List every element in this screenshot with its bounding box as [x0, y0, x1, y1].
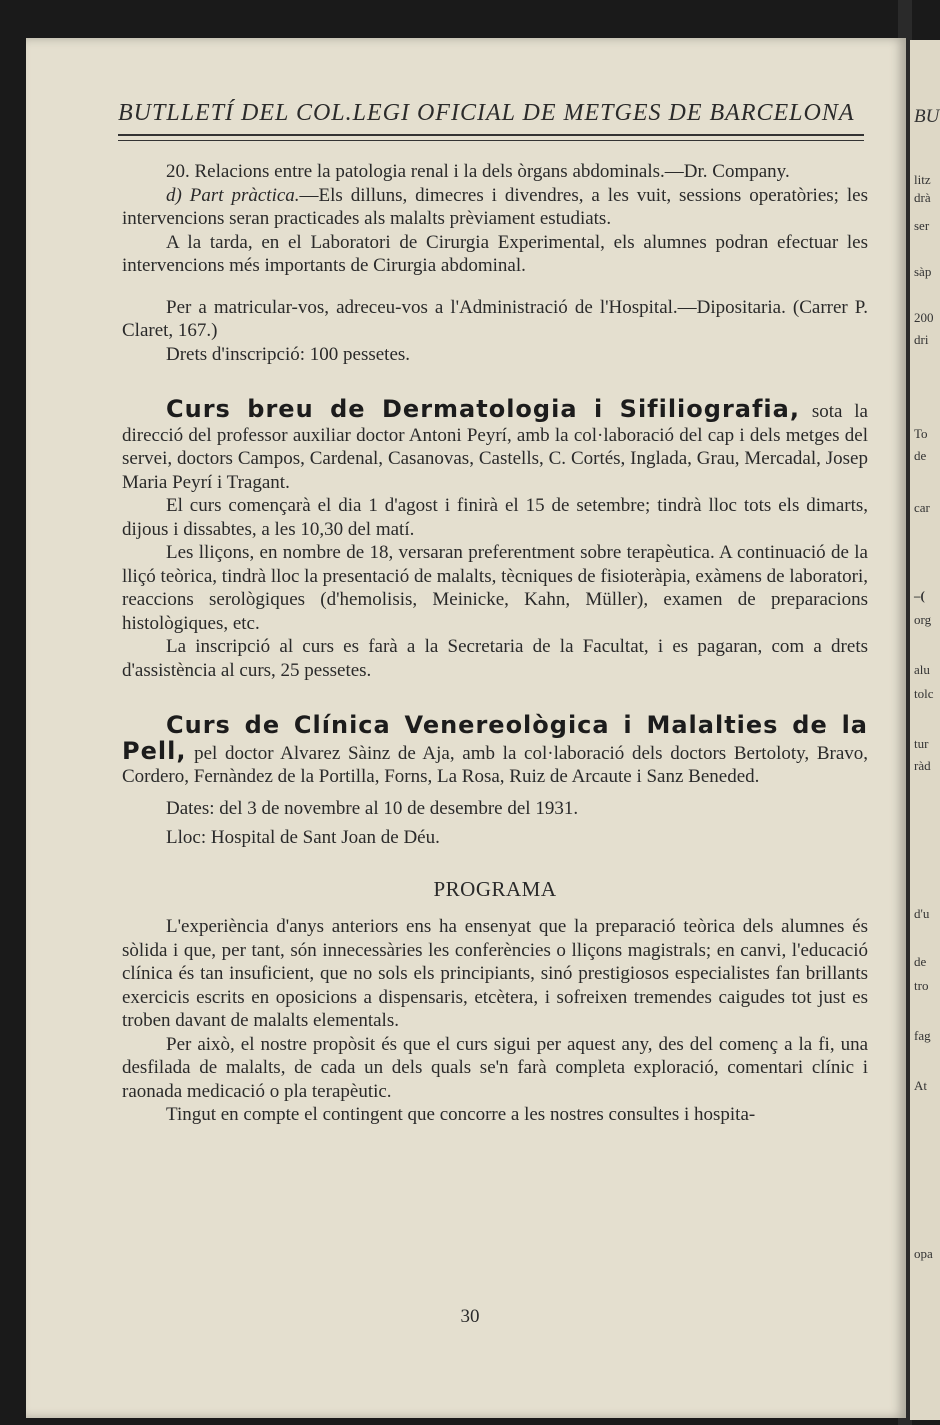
venereology-course-intro-text: pel doctor Alvarez Sàinz de Aja, amb la col·laboració dels doctors Bertoloty, Bravo, Cordero, Fernàndez de la Portilla, Forns, La Rosa, Ruiz de Arcaute i Sanz Beneded.	[122, 742, 868, 787]
fragment: –(	[914, 588, 925, 603]
fragment: tolc	[914, 686, 934, 701]
fragment: dri	[914, 332, 929, 347]
fees-paragraph: Drets d'inscripció: 100 pessetes.	[166, 343, 411, 365]
fragment: opa	[914, 1246, 933, 1261]
fragment: org	[914, 612, 932, 627]
fragment: 200	[914, 310, 934, 325]
dermatology-course-intro	[122, 395, 868, 494]
programa-paragraph-2: Per això, el nostre propòsit és que el curs sigui per aquest any, des del començ a la fi, una desfilada de malalts, de cada un dels quals se'n farà completa exploració, comentari clínic i raonada medicació o pla terapèutic.	[122, 1033, 868, 1102]
fragment: tro	[914, 978, 929, 993]
list-item-20: 20. Relacions entre la patologia renal i la dels òrgans abdominals.—Dr. Company.	[166, 161, 790, 182]
fragment: ser	[914, 218, 930, 233]
afternoon-paragraph: A la tarda, en el Laboratori de Cirurgia Experimental, els alumnes podran efectuar les intervencions més importants de Cirurgia abdominal.	[122, 231, 868, 276]
fragment: alu	[914, 662, 930, 677]
part-practica-text: —Els dilluns, dimecres i divendres, a les vuit, sessions operatòries; les intervencions seran practicades als malalts prèviament estudiats.	[122, 184, 868, 229]
part-practica-label: d) Part pràctica.	[166, 184, 300, 206]
programa-paragraph-1: L'experiència d'anys anteriors ens ha ensenyat que la preparació teòrica dels alumnes és sòlida i que, per tant, són innecessàries les conferències o lliçons magistrals; en canvi, l'educació clínica és tan insuficient, que no sols els principiants, sinó prestigiosos especialistes fan brillants exercicis escrits en oposicions a dispensaris, etcètera, i sofreixen tremendes caigudes tot just es troben davant de malalts elementals.	[122, 916, 868, 1031]
dermatology-schedule: El curs començarà el dia 1 d'agost i finirà el 15 de setembre; tindrà lloc tots els dimarts, dijous i dissabtes, a les 10,30 del matí.	[122, 495, 868, 540]
dermatology-course-intro-text: sota la direcció del professor auxiliar doctor Antoni Peyrí, amb la col·laboració del cap i dels metges del servei, doctors Campos, Cardenal, Casanovas, Castells, C. Cortés, Inglada, Grau, Mercadal, Josep Maria Peyrí i Tragant.	[122, 401, 868, 493]
part-practica-paragraph	[122, 184, 868, 231]
programa-paragraph-3: Tingut en compte el contingent que concorre a les nostres consultes i hospita-	[166, 1104, 756, 1125]
fragment: fag	[914, 1028, 931, 1043]
fragment: litz	[914, 172, 931, 187]
dermatology-inscription: La inscripció al curs es farà a la Secretaria de la Facultat, i es pagaran, com a drets d'assistència al curs, 25 pessetes.	[122, 636, 868, 681]
programa-title: PROGRAMA	[433, 876, 557, 901]
course-location: Lloc: Hospital de Sant Joan de Déu.	[166, 827, 440, 848]
fragment: tur	[914, 736, 929, 751]
fragment: de	[914, 448, 927, 463]
dermatology-lessons: Les lliçons, en nombre de 18, versaran preferentment sobre terapèutica. A continuació de la lliçó teòrica, tindrà lloc la presentació de malalts, tècniques de fisioteràpia, exàmens de laboratori, reaccions serològiques (d'hemolisis, Meinicke, Kahn, Müller), examen de preparacions histològiques, etc.	[122, 542, 868, 634]
fragment: d'u	[914, 906, 930, 921]
dermatology-course-heading: Curs breu de Dermatologia i Sifiliografia,	[166, 395, 800, 423]
page-number: 30	[460, 1306, 480, 1327]
fragment: car	[914, 500, 930, 515]
venereology-course-heading: Curs de Clínica Venereològica i Malalties de la Pell,	[122, 711, 868, 765]
fragment: To	[914, 426, 928, 441]
adjacent-page-edge	[910, 40, 940, 1420]
header-rule-thin	[118, 140, 864, 141]
fragment: sàp	[914, 264, 932, 279]
course-dates: Dates: del 3 de novembre al 10 de desembre del 1931.	[166, 797, 579, 819]
fragment: At	[914, 1078, 927, 1093]
fragment: drà	[914, 190, 931, 205]
page-body	[122, 160, 868, 1127]
registration-paragraph: Per a matricular-vos, adreceu-vos a l'Administració de l'Hospital.—Dipositaria. (Carrer P. Claret, 167.)	[122, 296, 868, 341]
fragment: de	[914, 954, 927, 969]
venereology-course-intro	[122, 711, 868, 789]
fragment: BU	[914, 106, 940, 127]
running-header: BUTLLETÍ DEL COL.LEGI OFICIAL DE METGES DE BARCELONA	[118, 100, 855, 126]
fragment: ràd	[914, 758, 931, 773]
header-rule	[118, 134, 864, 136]
